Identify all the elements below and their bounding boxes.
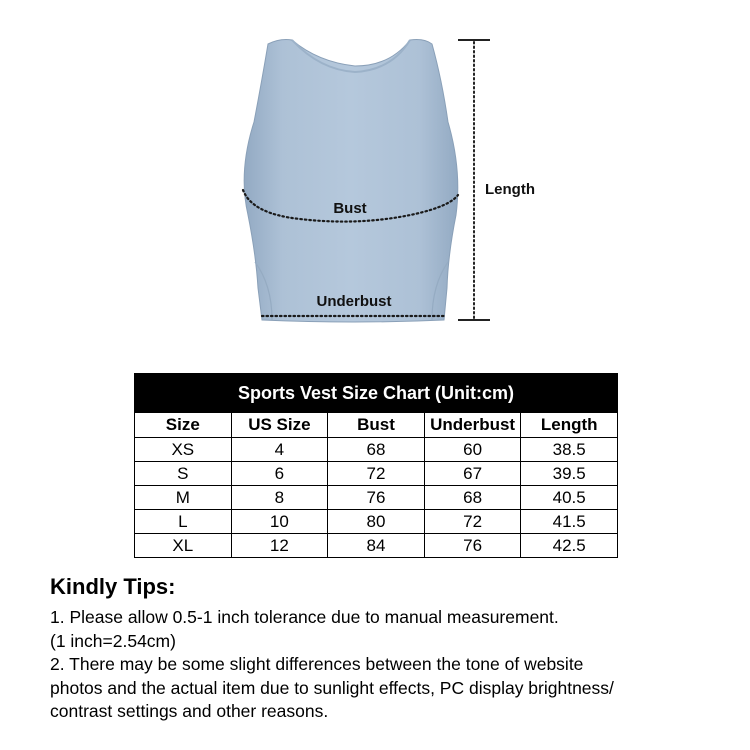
cell-us-size: 10 [231, 510, 328, 534]
table-row [135, 534, 618, 558]
length-measure-line [458, 40, 490, 320]
cell-length: 41.5 [521, 510, 618, 534]
cell-us-size: 12 [231, 534, 328, 558]
cell-bust: 72 [328, 462, 425, 486]
tips-title: Kindly Tips: [50, 574, 176, 599]
header-bust: Bust [328, 413, 425, 438]
tips-line: 2. There may be some slight differences between the tone of website [50, 654, 584, 674]
table-header-row [135, 413, 618, 438]
cell-size: S [135, 462, 232, 486]
tips-line: photos and the actual item due to sunlight effects, PC display brightness/ [50, 677, 614, 698]
bust-label: Bust [333, 200, 367, 217]
cell-length: 40.5 [521, 486, 618, 510]
cell-us-size: 4 [231, 438, 328, 462]
table-row [135, 462, 618, 486]
cell-bust: 76 [328, 486, 425, 510]
cell-length: 39.5 [521, 462, 618, 486]
cell-size: XS [135, 438, 232, 462]
table-row [135, 438, 618, 462]
cell-underbust: 72 [424, 510, 521, 534]
cell-underbust: 76 [424, 534, 521, 558]
tips-line: contrast settings and other reasons. [50, 701, 329, 721]
cell-bust: 80 [328, 510, 425, 534]
length-label: Length [485, 181, 535, 198]
size-chart-table [134, 373, 618, 558]
header-length: Length [521, 413, 618, 438]
tips-line: 1. Please allow 0.5-1 inch tolerance due to manual measurement. [50, 607, 559, 627]
cell-size: XL [135, 534, 232, 558]
garment-diagram [0, 0, 750, 345]
cell-length: 38.5 [521, 438, 618, 462]
header-size: Size [135, 413, 232, 438]
cell-underbust: 60 [424, 438, 521, 462]
cell-us-size: 8 [231, 486, 328, 510]
sports-vest-illustration [244, 40, 458, 323]
cell-underbust: 67 [424, 462, 521, 486]
table-row [135, 510, 618, 534]
table-title: Sports Vest Size Chart (Unit:cm) [135, 374, 618, 413]
header-underbust: Underbust [424, 413, 521, 438]
cell-us-size: 6 [231, 462, 328, 486]
header-us-size: US Size [231, 413, 328, 438]
kindly-tips [50, 574, 740, 724]
tips-line: (1 inch=2.54cm) [50, 630, 176, 651]
cell-bust: 68 [328, 438, 425, 462]
cell-bust: 84 [328, 534, 425, 558]
table-row [135, 486, 618, 510]
underbust-label: Underbust [316, 293, 392, 310]
cell-length: 42.5 [521, 534, 618, 558]
cell-size: L [135, 510, 232, 534]
cell-underbust: 68 [424, 486, 521, 510]
cell-size: M [135, 486, 232, 510]
